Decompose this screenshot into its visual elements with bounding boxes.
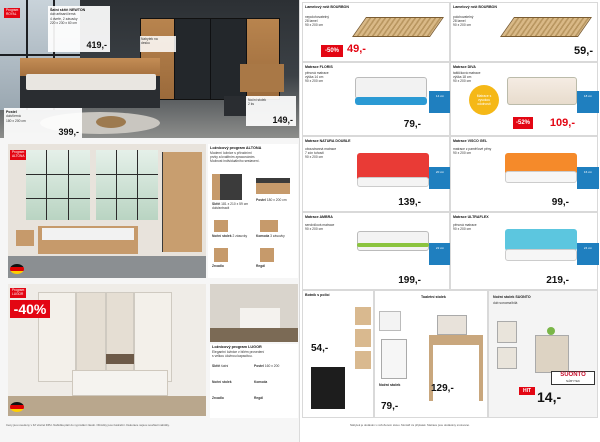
mattress-base — [357, 177, 429, 187]
product-desc: oboustranná matrace 7 zón tuhosti 90 x 200 cm — [305, 147, 337, 160]
catalog-altona-title: Ložnicový program ALTONA — [210, 146, 262, 150]
product-slat-frame-1 — [302, 2, 450, 62]
product-price: 49,- — [347, 43, 366, 55]
german-flag-icon — [10, 264, 24, 274]
bed — [240, 308, 280, 328]
program-tag-lugor: Program LUGOR — [12, 288, 25, 296]
catalog-altona — [208, 144, 298, 278]
product-vanity — [374, 290, 488, 418]
bed-price: 399,- — [58, 127, 79, 137]
nightstand-desc: Noční stolek 2 ks — [248, 98, 267, 107]
slat-frame-image — [352, 17, 444, 37]
slat-frame-image — [500, 17, 592, 37]
product-title: Botník s policí — [305, 293, 330, 297]
program-tag-altona: Program ALTONA — [12, 150, 25, 158]
product-price: 109,- — [549, 117, 575, 129]
nightstand-price: 79,- — [381, 401, 399, 412]
bed-thumb — [256, 178, 290, 194]
product-info-wardrobe — [48, 6, 110, 52]
catalog-lugor-item-4: Zrcadlo — [212, 396, 224, 400]
program-tag-royal: Program ROYAL — [6, 8, 19, 16]
bed — [38, 226, 138, 254]
catalog-lugor — [210, 344, 298, 418]
nightstand-image — [497, 321, 517, 343]
product-desc: sendvičová matrace 90 x 200 cm — [305, 223, 335, 232]
vanity-top — [429, 335, 483, 345]
catalog-lugor-item-1: Postel 160 x 200 — [254, 364, 280, 368]
nightstand-thumb — [214, 220, 228, 232]
product-price: 79,- — [403, 119, 421, 130]
product-title: Toaletní stolek — [421, 295, 446, 299]
product-slat-frame-2 — [450, 2, 598, 62]
mattress-image — [357, 231, 429, 251]
catalog-item-5: Regál — [256, 264, 265, 268]
dresser — [240, 64, 284, 92]
product-price: 99,- — [551, 197, 569, 208]
catalog-lugor-text: Elegantní ložnice v bílém provedení s velkou úložnou kapacitou. — [212, 349, 265, 358]
wardrobe — [162, 152, 202, 252]
product-title: Matrace DIVA — [453, 65, 476, 69]
nabytek-label: Nabytek na desku — [141, 37, 158, 46]
mattress-image — [507, 77, 577, 105]
mattress-image — [355, 77, 427, 99]
product-title: Matrace FLORIS — [305, 65, 333, 69]
product-nightstand-suonto — [488, 290, 598, 418]
nightstand — [16, 230, 34, 246]
bed — [72, 370, 168, 396]
product-price: 14,- — [537, 389, 562, 405]
discount-badge: -52% — [513, 117, 533, 129]
catalog-altona-text: Moderní ložnice s přírodními prvky a kvalitním zpracováním. Možnost individuálního sestavení. — [210, 150, 260, 163]
height-badge: 16 cm — [577, 167, 599, 189]
nightstand-title: Noční stolek — [379, 383, 401, 387]
basket — [96, 116, 126, 128]
promo-badge: Matrace s vysokou odolností — [469, 85, 499, 115]
discount-badge: -50% — [321, 45, 343, 57]
catalog-lugor-item-3: Komoda — [254, 380, 268, 384]
mirror-image — [437, 315, 467, 335]
floor — [210, 328, 298, 342]
nabytek-label-box — [140, 36, 176, 52]
bedroom-photo-lugor-detail — [210, 284, 298, 342]
right-footnote: Nábytek je dodáván v rozloženém stavu. Montáž za příplatek. Matrace jsou dodávány srolované. — [350, 423, 470, 427]
headboard — [106, 354, 134, 364]
product-title: Matrace VISCO GEL — [453, 139, 488, 143]
discount-badge-lugor: -40% — [10, 300, 50, 318]
bed-desc: dub/černá 180 x 200 cm — [6, 114, 26, 123]
catalog-lugor-title: Ložnicový program LUGOR — [212, 345, 262, 349]
mirror-thumb — [214, 248, 228, 262]
product-mattress-ultraflex — [450, 212, 598, 290]
plant-icon — [547, 327, 555, 335]
nightstand-main-image — [535, 335, 569, 373]
nightstand-image — [379, 311, 401, 331]
german-flag-icon — [10, 402, 24, 412]
product-price: 199,- — [398, 275, 421, 286]
nightstand — [224, 96, 246, 116]
mattress-base — [505, 171, 577, 183]
product-price: 129,- — [431, 383, 454, 394]
catalog-item-2: Noční stolek 2 zásuvky — [212, 234, 248, 238]
catalog-item-1: Postel 180 x 200 cm — [256, 198, 287, 202]
nightstand-image — [497, 347, 517, 369]
product-mattress-visco — [450, 136, 598, 212]
catalog-item-4: Zrcadlo — [212, 264, 224, 268]
catalog-lugor-item-0: Skříň šatní — [212, 364, 229, 368]
dresser-thumb — [260, 220, 278, 232]
shelf-thumb — [260, 248, 274, 262]
mattress-base — [355, 97, 427, 105]
vanity-leg — [479, 345, 483, 401]
product-title: Matrace ULTRAFLEX — [453, 215, 489, 219]
product-info-nightstand — [246, 96, 296, 126]
product-price: 219,- — [546, 275, 569, 286]
product-desc: pěnová matrace výška 14 cm 90 x 200 cm — [305, 71, 329, 84]
product-price: 139,- — [398, 197, 421, 208]
product-desc: taštičková matrace výška 18 cm 90 x 200 cm — [453, 71, 481, 84]
floor — [8, 396, 206, 416]
bed-title: Postel — [6, 110, 17, 114]
wardrobe-title: Šatní skříň NEWTON — [50, 8, 86, 12]
left-footnote: Ceny jsou uvedeny v Kč včetně DPH. Nabídka platí do vyprodání zásob. Obrázky jsou ilustrační. Dekorace nejsou součástí nabídky. — [6, 423, 170, 427]
wardrobe-price: 419,- — [86, 40, 107, 50]
bed — [20, 72, 160, 108]
cabinet-image — [355, 351, 371, 369]
height-badge: 20 cm — [429, 167, 451, 189]
product-desc: nepolohovatelný 28 lamel 90 x 200 cm — [305, 15, 330, 28]
product-title: Matrace AMBRA — [305, 215, 333, 219]
product-price: 59,- — [574, 45, 593, 57]
product-desc: dub sonoma/bílá — [493, 301, 518, 305]
suonto-logo: SUONTO NÁBYTEK — [551, 371, 595, 385]
catalog-lugor-item-2: Noční stolek — [212, 380, 232, 384]
catalog-item-0: Skříň 181 x 210 x 59 cm dub/antracit — [212, 202, 249, 211]
product-mattress-ambra — [302, 212, 450, 290]
product-desc: matrace z paměťové pěny 90 x 200 cm — [453, 147, 492, 156]
cabinet-image — [355, 329, 371, 347]
bedroom-photo-altona — [8, 144, 206, 278]
product-mattress-floris — [302, 62, 450, 136]
mattress-stripe — [357, 243, 429, 247]
product-desc: polohovatelný 28 lamel 90 x 200 cm — [453, 15, 474, 28]
product-price: 54,- — [311, 343, 329, 354]
right-page — [300, 0, 600, 442]
product-info-bed — [4, 108, 82, 138]
catalog-item-3: Komoda 3 zásuvky — [256, 234, 285, 238]
product-desc: pěnová matrace 90 x 200 cm — [453, 223, 477, 232]
hit-badge: HIT — [519, 387, 535, 395]
height-badge: 18 cm — [577, 91, 599, 113]
dresser-image — [311, 367, 345, 409]
height-badge: 14 cm — [429, 91, 451, 113]
product-title: Lamelový rošt BOURBON — [305, 5, 349, 9]
product-mattress-natura — [302, 136, 450, 212]
catalog-lugor-item-5: Regál — [254, 396, 263, 400]
floor — [8, 256, 206, 278]
product-title: Noční stolek SUONTO — [493, 295, 531, 299]
wardrobe-desc: dub artisan/černá 4 dveře, 2 zásuvky 220 x 230 x 60 cm — [50, 12, 78, 25]
height-badge: 22 cm — [429, 243, 451, 265]
mattress-base — [505, 249, 577, 261]
height-badge: 24 cm — [577, 243, 599, 265]
chest-image — [381, 339, 407, 379]
product-title: Lamelový rošt BOURBON — [453, 5, 497, 9]
mattress-image — [505, 229, 577, 251]
product-shoe-cabinet — [302, 290, 374, 418]
cabinet-image — [355, 307, 371, 325]
nightstand-price: 149,- — [272, 115, 293, 125]
product-mattress-diva — [450, 62, 598, 136]
product-title: Matrace NATURA DOUBLE — [305, 139, 351, 143]
wardrobe-thumb — [212, 174, 242, 200]
